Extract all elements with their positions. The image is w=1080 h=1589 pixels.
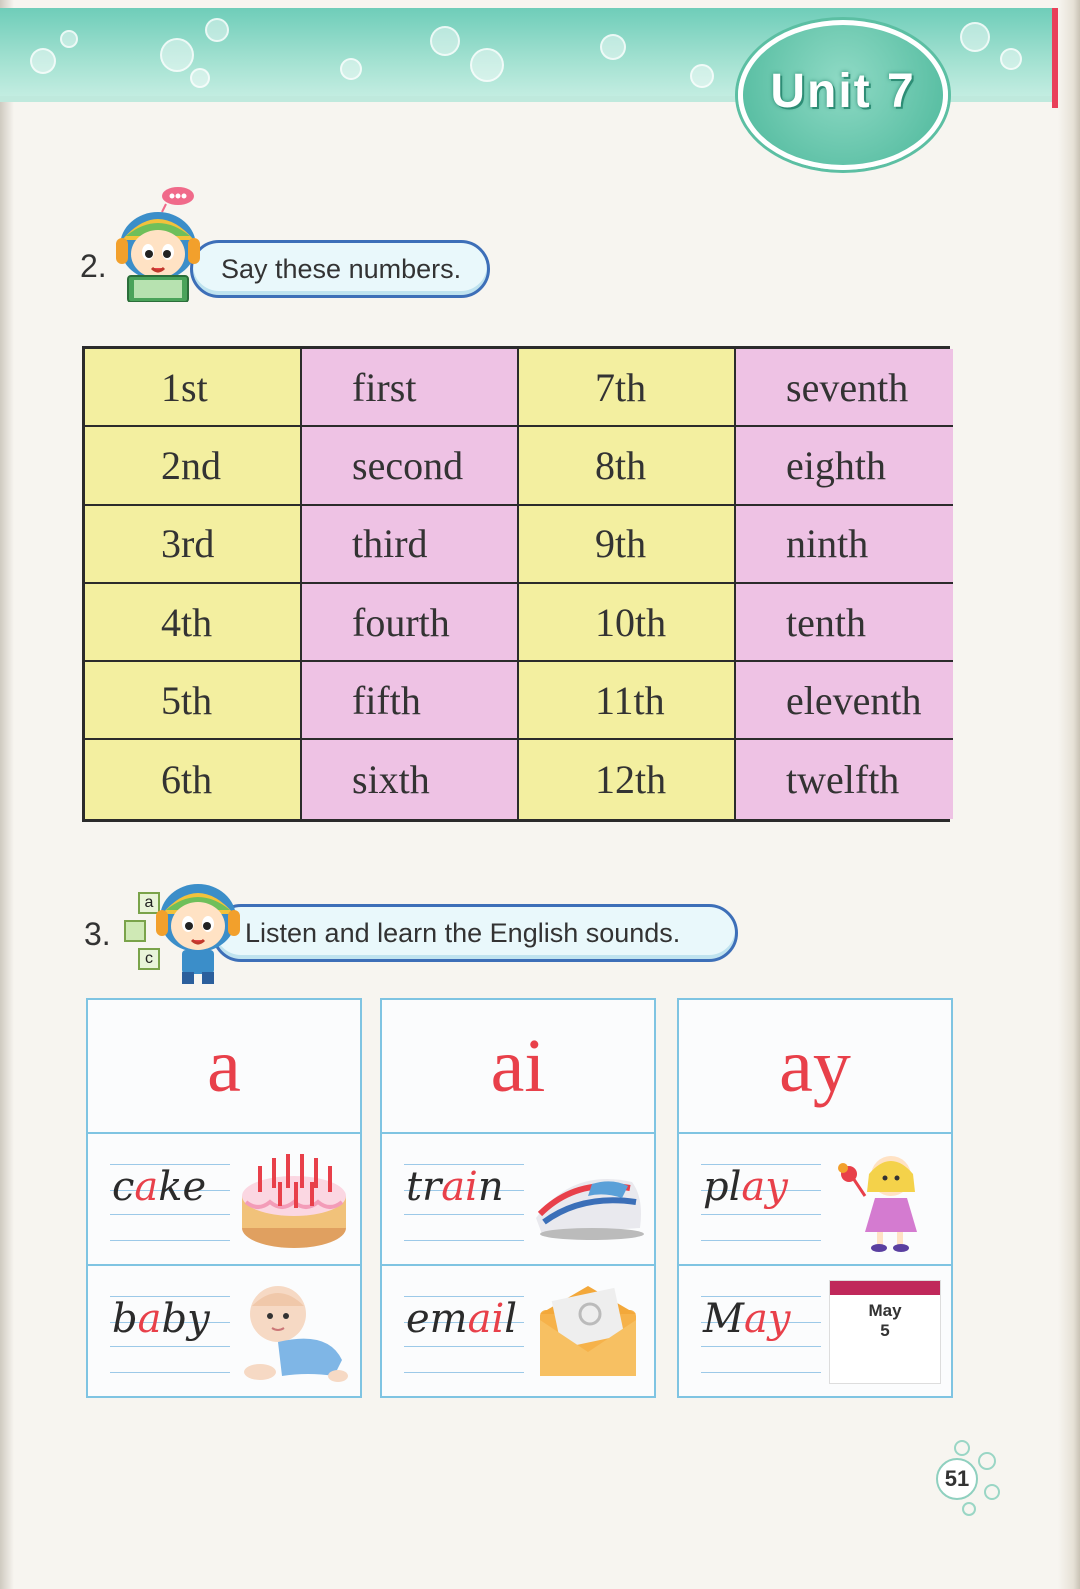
table-cell: seventh xyxy=(736,349,953,427)
decor-bubble xyxy=(160,38,194,72)
table-cell: tenth xyxy=(736,584,953,662)
phonics-sound: ay xyxy=(679,1000,951,1134)
table-cell: sixth xyxy=(302,740,519,818)
table-cell: 12th xyxy=(519,740,736,818)
phonics-word-row xyxy=(679,1266,951,1398)
table-cell: 6th xyxy=(85,740,302,818)
letter-block-c: c xyxy=(138,948,160,970)
decor-bubble xyxy=(60,30,78,48)
table-cell: twelfth xyxy=(736,740,953,818)
section-3-speech-bubble xyxy=(212,904,738,962)
section-2-speech-bubble xyxy=(190,240,490,298)
table-cell: ninth xyxy=(736,506,953,584)
decor-bubble xyxy=(190,68,210,88)
phonics-word-row xyxy=(88,1134,360,1266)
unit-label: Unit 7 xyxy=(770,65,916,118)
phonics-word-play: play xyxy=(703,1164,788,1210)
crawling-baby-icon xyxy=(238,1280,350,1384)
section-3-number: 3. xyxy=(84,916,111,952)
phonics-word-baby: baby xyxy=(112,1296,210,1342)
ordinal-numbers-table xyxy=(82,346,950,822)
table-cell: 8th xyxy=(519,427,736,505)
phonics-word-train: train xyxy=(406,1164,504,1210)
girl-playing-icon xyxy=(829,1148,941,1252)
table-cell: eleventh xyxy=(736,662,953,740)
letter-block-blank xyxy=(124,920,146,942)
calendar-month: May xyxy=(868,1301,902,1320)
phonics-word-row xyxy=(88,1266,360,1398)
table-cell: 11th xyxy=(519,662,736,740)
table-cell: 7th xyxy=(519,349,736,427)
phonics-card-ay xyxy=(677,998,953,1398)
table-cell: 4th xyxy=(85,584,302,662)
unit-badge xyxy=(738,20,948,170)
decor-bubble xyxy=(1000,48,1022,70)
table-cell: 10th xyxy=(519,584,736,662)
phonics-word-may: May xyxy=(703,1296,791,1342)
kid-with-headphones-icon xyxy=(152,872,244,990)
decor-bubble xyxy=(30,48,56,74)
phonics-card-a xyxy=(86,998,362,1398)
calendar-icon xyxy=(829,1280,941,1384)
table-cell: eighth xyxy=(736,427,953,505)
page-edge-left xyxy=(0,0,14,1589)
decor-bubble xyxy=(340,58,362,80)
table-cell: 9th xyxy=(519,506,736,584)
decor-ring xyxy=(954,1440,970,1456)
calendar-day: 5 xyxy=(880,1321,890,1340)
table-cell: third xyxy=(302,506,519,584)
section-2-instruction: Say these numbers. xyxy=(221,253,462,284)
phonics-sound: a xyxy=(88,1000,360,1134)
letter-block-a: a xyxy=(138,892,160,914)
phonics-card-ai xyxy=(380,998,656,1398)
decor-bubble xyxy=(205,18,229,42)
section-3-instruction: Listen and learn the English sounds. xyxy=(245,917,681,948)
table-cell: first xyxy=(302,349,519,427)
table-cell: 2nd xyxy=(85,427,302,505)
decor-bubble xyxy=(470,48,504,82)
decor-bubble xyxy=(600,34,626,60)
envelope-icon xyxy=(532,1280,644,1384)
table-cell: 1st xyxy=(85,349,302,427)
phonics-word-row xyxy=(679,1134,951,1266)
phonics-sound: ai xyxy=(382,1000,654,1134)
phonics-word-row xyxy=(382,1134,654,1266)
kid-with-book-icon xyxy=(112,184,204,302)
phonics-word-row xyxy=(382,1266,654,1398)
decor-bubble xyxy=(690,64,714,88)
table-cell: second xyxy=(302,427,519,505)
high-speed-train-icon xyxy=(532,1148,644,1252)
phonics-word-email: email xyxy=(406,1296,518,1342)
decor-ring xyxy=(978,1452,996,1470)
header-edge-tab xyxy=(1052,8,1058,108)
table-cell: fourth xyxy=(302,584,519,662)
table-cell: 3rd xyxy=(85,506,302,584)
decor-ring xyxy=(962,1502,976,1516)
table-cell: 5th xyxy=(85,662,302,740)
page-number: 51 xyxy=(936,1458,978,1500)
decor-ring xyxy=(984,1484,1000,1500)
decor-bubble xyxy=(960,22,990,52)
decor-bubble xyxy=(430,26,460,56)
birthday-cake-icon xyxy=(238,1148,350,1252)
table-cell: fifth xyxy=(302,662,519,740)
phonics-word-cake: cake xyxy=(112,1164,207,1210)
page-edge-right xyxy=(1058,0,1080,1589)
calendar-header-bar xyxy=(830,1281,940,1295)
section-2-number: 2. xyxy=(80,248,107,284)
